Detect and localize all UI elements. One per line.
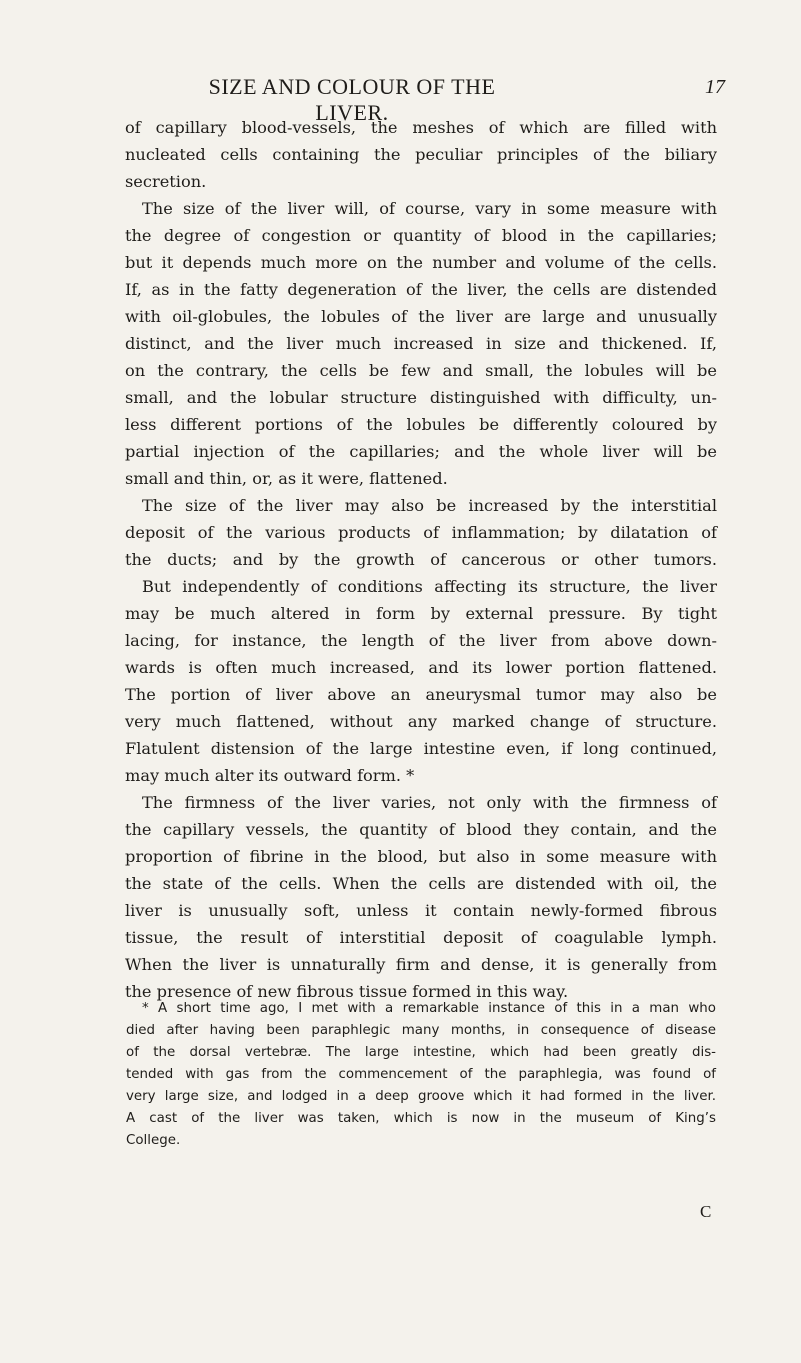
text-line: may be much altered in form by external pressure. By tight [125,604,717,623]
text-line: The size of the liver will, of course, vary in some measure with [142,199,717,218]
text-line: small, and the lobular structure distinguished with difficulty, un- [125,388,717,407]
text-line: If, as in the fatty degeneration of the liver, the cells are distended [125,280,717,299]
footnote-line: died after having been paraphlegic many months, in consequence of disease [126,1023,716,1038]
text-line: distinct, and the liver much increased in size and thickened. If, [125,334,717,353]
text-line: wards is often much increased, and its lower portion flattened. [125,658,717,677]
footnote-line: A cast of the liver was taken, which is now in the museum of King’s [126,1111,716,1126]
text-line: nucleated cells containing the peculiar principles of the biliary [125,145,717,164]
text-line: of capillary blood-vessels, the meshes of which are filled with [125,118,717,137]
footnote-line: very large size, and lodged in a deep groove which it had formed in the liver. [126,1089,716,1104]
signature-mark: C [700,1202,712,1221]
text-line: the ducts; and by the growth of cancerous or other tumors. [125,550,717,569]
text-line: The size of the liver may also be increased by the interstitial [142,496,717,515]
text-line: Flatulent distension of the large intestine even, if long continued, [125,739,717,758]
text-line: The firmness of the liver varies, not only with the firmness of [142,793,717,812]
page-title: SIZE AND COLOUR OF THE LIVER. [208,74,496,125]
text-line: but it depends much more on the number and volume of the cells. [125,253,717,272]
text-line: the presence of new fibrous tissue formed in this way. [125,982,569,1001]
page-number: 17 [705,76,725,98]
text-line: But independently of conditions affecting its structure, the liver [142,577,717,596]
text-line: the degree of congestion or quantity of blood in the capillaries; [125,226,717,245]
text-line: deposit of the various products of inflammation; by dilatation of [125,523,717,542]
footnote-line: * A short time ago, I met with a remarkable instance of this in a man who [142,1001,716,1016]
text-line: secretion. [125,172,207,191]
text-line: less different portions of the lobules be differently coloured by [125,415,717,434]
running-head [0,70,801,125]
footnote-line: tended with gas from the commencement of the paraphlegia, was found of [126,1067,716,1082]
text-line: small and thin, or, as it were, flattened. [125,469,448,488]
footnote-line: of the dorsal vertebræ. The large intestine, which had been greatly dis- [126,1045,716,1060]
text-line: When the liver is unnaturally firm and dense, it is generally from [125,955,717,974]
text-line: The portion of liver above an aneurysmal tumor may also be [125,685,717,704]
text-line: the state of the cells. When the cells are distended with oil, the [125,874,717,893]
text-line: tissue, the result of interstitial deposit of coagulable lymph. [125,928,717,947]
text-line: proportion of fibrine in the blood, but also in some measure with [125,847,717,866]
text-line: very much flattened, without any marked change of structure. [125,712,717,731]
text-line: on the contrary, the cells be few and small, the lobules will be [125,361,717,380]
text-line: partial injection of the capillaries; and the whole liver will be [125,442,717,461]
text-line: lacing, for instance, the length of the liver from above down- [125,631,717,650]
text-line: with oil-globules, the lobules of the liver are large and unusually [125,307,717,326]
text-line: liver is unusually soft, unless it contain newly-formed fibrous [125,901,717,920]
footnote-line: College. [126,1133,181,1148]
text-line: the capillary vessels, the quantity of blood they contain, and the [125,820,717,839]
text-line: may much alter its outward form. * [125,766,415,785]
